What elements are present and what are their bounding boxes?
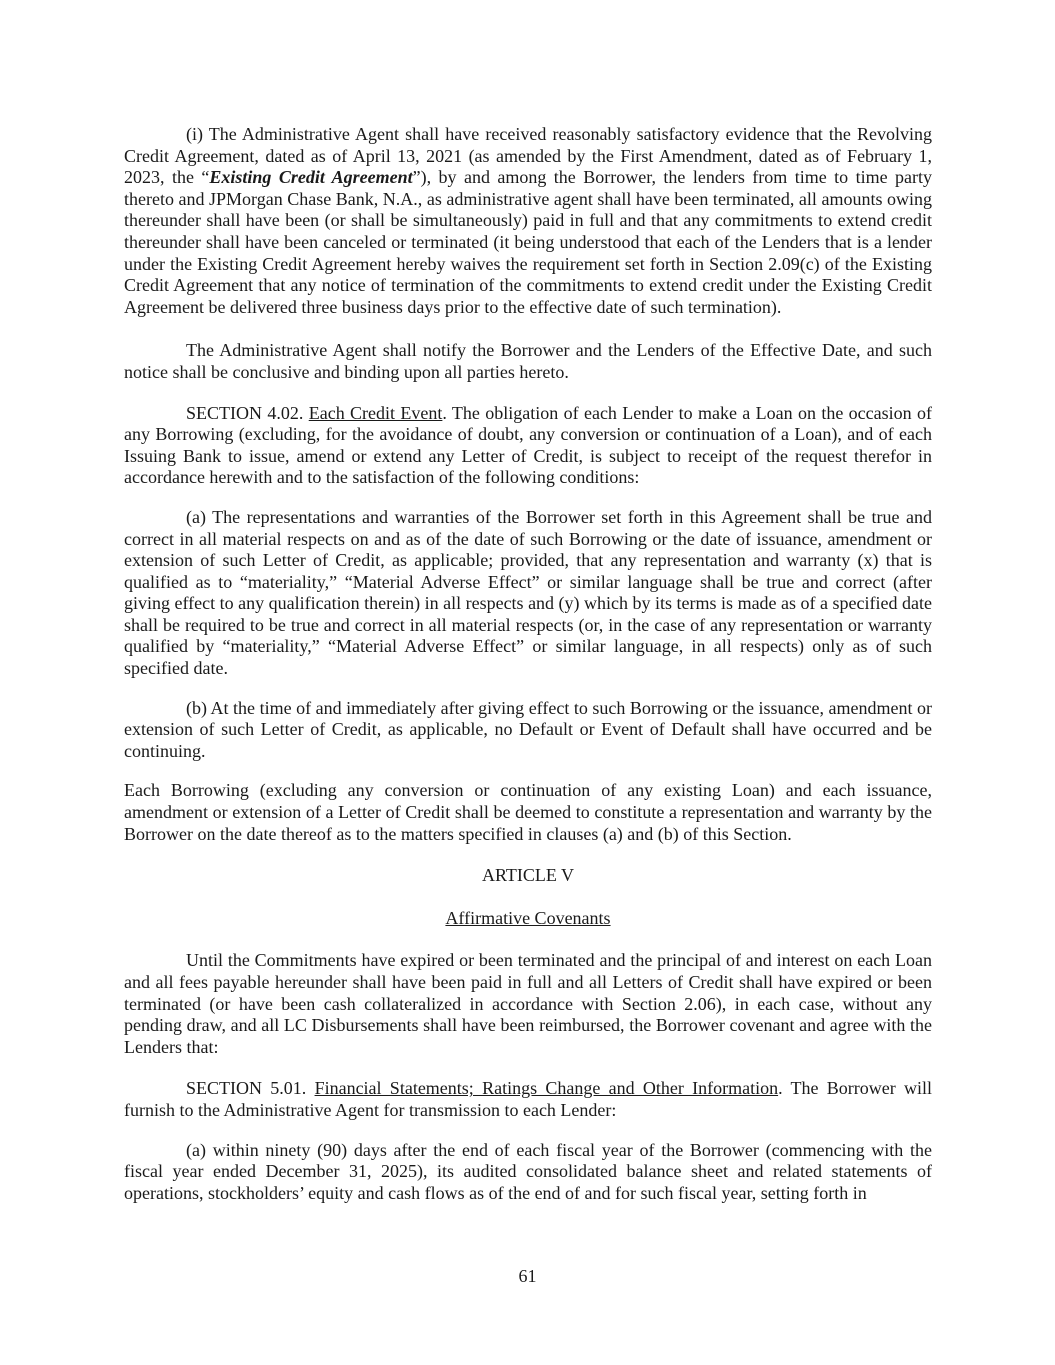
section-4-02: SECTION 4.02. Each Credit Event. The obligation of each Lender to make a Loan on the occasion of any Borrowing (excluding, for the avoidance of doubt, any conversion or continuation of a Loan), and of each Issuing Bank to issue, amend or extend any Letter of Credit, is subject to receipt of the request therefor in accordance herewith and to the satisfaction of the following conditions: (124, 402, 933, 488)
paragraph-condition-a: (a) The representations and warranties of the Borrower set forth in this Agreement shall be true and correct in all material respects on and as of the date of such Borrowing or the date of issuance, amendment or extension of such Letter of Credit, as applicable; provided, that any representation and warranty (x) that is qualified as to “materiality,” “Material Adverse Effect” or similar language shall be true and correct (after giving effect to any qualification therein) in all respects and (y) which by its terms is made as of a specified date shall be required to be true and correct in all material respects (or, in the case of any representation or warranty qualified by “materiality,” “Material Adverse Effect” or similar language, in all respects) only as of such specified date. (124, 506, 932, 679)
paragraph-condition-b: (b) At the time of and immediately after giving effect to such Borrowing or the issuance, amendment or extension of such Letter of Credit, as applicable, no Default or Event of Default shall have occurred and be continuing. (124, 697, 932, 761)
section-5-01: SECTION 5.01. Financial Statements; Ratings Change and Other Information. The Borrower will furnish to the Administrative Agent for transmission to each Lender: (124, 1078, 933, 1120)
article-subtitle: Affirmative Covenants (445, 907, 611, 928)
page-body (124, 124, 932, 1204)
paragraph-effective-date-notice: The Administrative Agent shall notify the Borrower and the Lenders of the Effective Date, and such notice shall be conclusive and binding upon all parties hereto. (124, 340, 932, 382)
paragraph-existing-credit-agreement: (i) The Administrative Agent shall have received reasonably satisfactory evidence that the Revolving Credit Agreement, dated as of April 13, 2021 (as amended by the First Amendment, dated as of February 1, 2023, the “Existing Credit Agreement”), by and among the Borrower, the lenders from time to time party thereto and JPMorgan Chase Bank, N.A., as administrative agent shall have been terminated, all amounts owing thereunder shall have been (or shall be simultaneously) paid in full and that any commitments to extend credit thereunder shall have been canceled or terminated (it being understood that each of the Lenders that is a lender under the Existing Credit Agreement hereby waives the requirement set forth in Section 2.09(c) of the Existing Credit Agreement that any notice of termination of the commitments to extend credit under the Existing Credit Agreement be delivered three business days prior to the effective date of such termination). (124, 124, 932, 317)
section-heading: Each Credit Event (308, 402, 443, 423)
article-title: ARTICLE V (481, 865, 575, 886)
section-number: SECTION 5.01. (186, 1078, 307, 1099)
paragraph-covenant-intro: Until the Commitments have expired or been terminated and the principal of and interest on each Loan and all fees payable hereunder shall have been paid in full and all Letters of Credit shall have expired or been terminated (or have been cash collateralized in accordance with Section 2.06), in each case, without any pending draw, and all LC Disbursements shall have been reimbursed, the Borrower covenant and agree with the Lenders that: (124, 950, 932, 1057)
page-number: 61 (518, 1266, 537, 1286)
section-number: SECTION 4.02. (186, 402, 304, 423)
paragraph-each-borrowing: Each Borrowing (excluding any conversion or continuation of any existing Loan) and each issuance, amendment or extension of a Letter of Credit shall be deemed to constitute a representation and warranty by the Borrower on the date thereof as to the matters specified in clauses (a) and (b) of this Section. (124, 780, 932, 844)
section-heading: Financial Statements; Ratings Change and Other Information (314, 1078, 779, 1099)
paragraph-annual-financials: (a) within ninety (90) days after the end of each fiscal year of the Borrower (commencing with the fiscal year ended December 31, 2025), its audited consolidated balance sheet and related statements of operations, stockholders’ equity and cash flows as of the end of and for such fiscal year, setting forth in (124, 1139, 932, 1203)
defined-term: Existing Credit Agreement (209, 167, 413, 188)
